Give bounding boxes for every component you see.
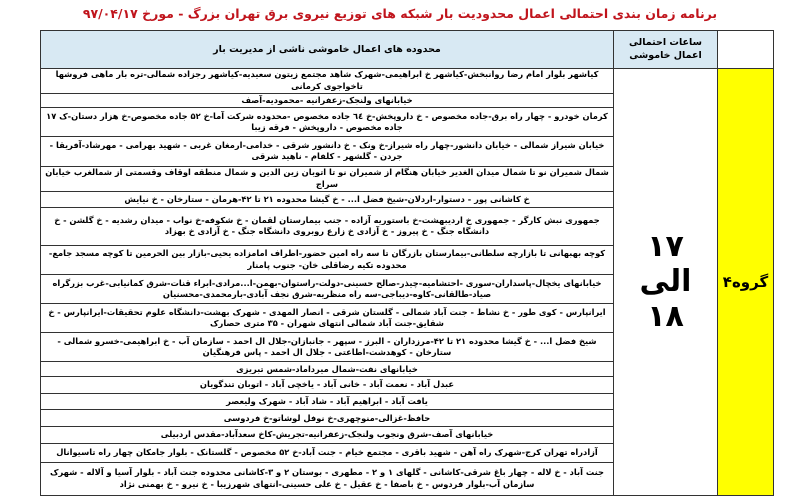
area-cell: کوچه بهبهانی تا بازارچه سلطانی-بیمارستان بازرگان تا سه راه امین حضور-اطراف امامزاده یحیی-بازار بین الحرمین تا کوچه مسجد جامع-محدوده تکیه رضاقلی خان- جنوب پامنار [41,245,614,274]
hours-cell: ۱۷ الی ۱۸ [614,68,718,495]
area-cell: ایرانپارس - کوی طور - خ نشاط - جنت آباد شمالی - گلستان شرقی - انصار المهدی - شهرک بهشت-دانشگاه علوم تحقیقات-ایرانپارس - خ شقایق-جنت آباد شمالی انتهای شهران - ۳۵ متری حصارک [41,304,614,333]
area-cell: جمهوری نبش کارگر - جمهوری خ اردیبهشت-خ باستوریه آزاده - جنب بیمارستان لقمان - خ شکوفه-خ نواب - میدان رشدیه - خ گلشن - خ دانشگاه جنگ - خ پیروز - خ آزادی خ زارع روبروی دانشگاه جنگ - خ آزادی خ بهزاد [41,208,614,246]
area-cell: خ کاشانی پور - دستوار-اردلان-شیخ فضل ا... - خ گیشا محدوده ۲۱ تا ۴۲-هرمان - ستارخان - خ نیایش [41,191,614,208]
area-cell: جنت آباد - خ لاله - چهار باغ شرقی-کاشانی - گلهای ۱ و ۲ - مطهری - بوستان ۲ و ۳-کاشانی محدوده جنت آباد - بلوار آسیا و آلاله - شهرک سازمان آب-بلوار فردوس - خ باصفا - خ عقیل - خ علی حسینی-انتهای شهرزیبا - خ نیرو - خ بهمنی نژاد [41,462,614,495]
area-cell: خیابانهای نفت-شمال میرداماد-شمس تبریزی [41,362,614,377]
area-cell: خیابان شیراز شمالی - خیابان دانشور-چهار راه شیراز-خ ونک - خ دانشور شرقی - خدامی-ارمغان غربی - شهید بهرامی - مهرشاد-آفریقا - جردن - گلشهر - کلفام - ناهید شرقی [41,137,614,166]
area-cell: حافظ-غزالی-منوچهری-خ نوفل لوشاتو-خ فردوسی [41,410,614,427]
area-cell: کیاشهر بلوار امام رضا روانبخش-کیاشهر خ ابراهیمی-شهرک شاهد مجتمع زیتون سعیدیه-کیاشهر رجزاده شمالی-تره بار ماهی فروشها تاخواجوی کرمانی [41,68,614,93]
area-cell: خیابانهای ولنجک-زعفرانیه -محمودیه-آصف [41,93,614,108]
page-title: برنامه زمان بندی احتمالی اعمال محدودیت بار شبکه های توزیع نیروی برق تهران بزرگ - مورخ ۹۷/۰۴/۱۷ [82,6,718,21]
area-cell: کرمان خودرو - چهار راه برق-جاده مخصوص - خ داروپخش-خ ٦٤ جاده مخصوص -محدوده شرکت آما-خ ۵۲ جاده مخصوص-خ هزار دستان-ک ۱۷ جاده مخصوص - داروپخش - فرقه زیبا [41,108,614,137]
area-cell: شمال شمیران نو تا شمال میدان الغدیر خیابان هنگام از شمیران نو تا اتوبان زین الدین و شمال منطقه اوقاف وقسمتی از شمالغرب خیابان سراج [41,166,614,191]
group-header-cell [718,31,774,69]
group-cell: گروه۴ [718,68,774,495]
area-cell: خیابانهای یخچال-پاسداران-سوری -احتشامیه-چیذر-صالح حسینی-دولت-راستوان-بهمن-ا...مرادی-ابراء قنات-شرق کمانیابی-غرب بزرگراه صیاد-طالقانی-کاوه-دیباجی-سه راه منظریه-شرق نجف آبادی-بارمحمدی-محسنیان [41,274,614,303]
header-row [41,31,774,69]
area-cell: آزادراه تهران کرج-شهرک راه آهن - شهید باقری - مجتمع خیام - جنت آباد-خ ۵۲ مخصوص - گلستانک - بلوار جامکان چهار راه تاسیوانال [41,443,614,462]
area-cell: یافت آباد - ابراهیم آباد - شاد آباد - شهرک ولیعصر [41,393,614,410]
table-row [41,68,774,93]
outage-schedule-table [40,30,774,496]
hours-header: ساعات احتمالی اعمال خاموشی [614,31,718,69]
area-cell: عبدل آباد - نعمت آباد - خانی آباد - یاخچی آباد - اتوبان تندگویان [41,377,614,394]
areas-header: محدوده های اعمال خاموشی ناشی از مدیریت بار [41,31,614,69]
area-cell: شیخ فضل ا... - خ گیشا محدوده ۲۱ تا ۴۲-مرزداران - البرز - سپهر - جانبازان-جلال ال احمد - سازمان آب - خ ابراهیمی-خسرو شمالی - ستارخان - کوهدشت-اطاعتی - جلال ال احمد - پاس فرهنگیان [41,333,614,362]
area-cell: خیابانهای آصف-شرق ونجوب ولنجک-زعفرانیه-تجریش-کاخ سعدآباد-مقدس اردبیلی [41,427,614,444]
